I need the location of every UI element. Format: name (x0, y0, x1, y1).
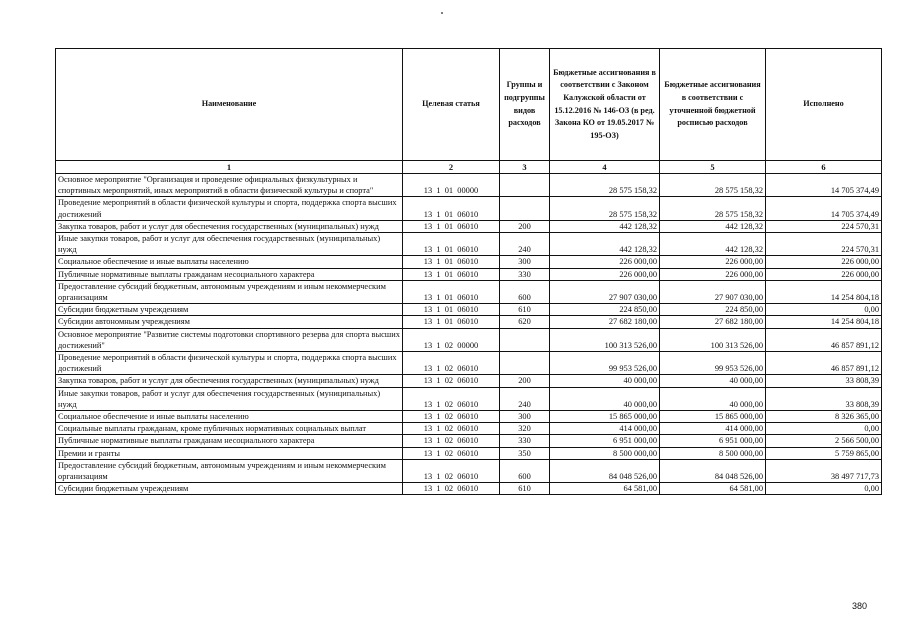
row-group (500, 352, 550, 375)
row-group: 200 (500, 220, 550, 232)
table-row (56, 304, 882, 316)
row-executed-amount: 0,00 (766, 423, 882, 435)
row-target-code: 13 1 01 06010 (403, 268, 500, 280)
row-law-amount: 442 128,32 (550, 220, 660, 232)
row-group (500, 328, 550, 351)
row-revised-amount: 414 000,00 (660, 423, 766, 435)
column-number: 1 (56, 161, 403, 174)
row-executed-amount: 46 857 891,12 (766, 352, 882, 375)
row-target-code: 13 1 01 06010 (403, 233, 500, 256)
table-row (56, 459, 882, 482)
row-name: Социальное обеспечение и иные выплаты населению (56, 256, 403, 268)
row-group: 600 (500, 280, 550, 303)
row-executed-amount: 224 570,31 (766, 220, 882, 232)
row-target-code: 13 1 02 06010 (403, 411, 500, 423)
row-name: Проведение мероприятий в области физической культуры и спорта, поддержка спорта высших достижений (56, 197, 403, 220)
row-executed-amount: 224 570,31 (766, 233, 882, 256)
table-row (56, 220, 882, 232)
row-revised-amount: 84 048 526,00 (660, 459, 766, 482)
row-group: 620 (500, 316, 550, 328)
row-executed-amount: 226 000,00 (766, 268, 882, 280)
row-revised-amount: 28 575 158,32 (660, 197, 766, 220)
row-revised-amount: 40 000,00 (660, 375, 766, 387)
row-law-amount: 100 313 526,00 (550, 328, 660, 351)
column-number: 3 (500, 161, 550, 174)
row-law-amount: 27 907 030,00 (550, 280, 660, 303)
budget-table (55, 48, 882, 495)
row-law-amount: 6 951 000,00 (550, 435, 660, 447)
row-name: Публичные нормативные выплаты гражданам несоциального характера (56, 435, 403, 447)
row-name: Субсидии бюджетным учреждениям (56, 483, 403, 495)
row-name: Премии и гранты (56, 447, 403, 459)
row-law-amount: 8 500 000,00 (550, 447, 660, 459)
table-row (56, 447, 882, 459)
row-law-amount: 414 000,00 (550, 423, 660, 435)
row-law-amount: 40 000,00 (550, 375, 660, 387)
row-law-amount: 442 128,32 (550, 233, 660, 256)
scan-speck (441, 12, 443, 14)
row-name: Субсидии автономным учреждениям (56, 316, 403, 328)
row-revised-amount: 226 000,00 (660, 256, 766, 268)
row-executed-amount: 2 566 500,00 (766, 435, 882, 447)
column-number: 2 (403, 161, 500, 174)
row-revised-amount: 64 581,00 (660, 483, 766, 495)
row-group (500, 174, 550, 197)
row-name: Социальное обеспечение и иные выплаты населению (56, 411, 403, 423)
row-group: 350 (500, 447, 550, 459)
row-revised-amount: 224 850,00 (660, 304, 766, 316)
row-group: 300 (500, 256, 550, 268)
row-revised-amount: 6 951 000,00 (660, 435, 766, 447)
row-group: 610 (500, 483, 550, 495)
row-name: Предоставление субсидий бюджетным, автономным учреждениям и иным некоммерческим организациям (56, 280, 403, 303)
row-executed-amount: 8 326 365,00 (766, 411, 882, 423)
row-executed-amount: 33 808,39 (766, 375, 882, 387)
row-law-amount: 28 575 158,32 (550, 197, 660, 220)
table-row (56, 375, 882, 387)
row-law-amount: 28 575 158,32 (550, 174, 660, 197)
row-target-code: 13 1 02 06010 (403, 483, 500, 495)
table-row (56, 423, 882, 435)
row-group: 320 (500, 423, 550, 435)
header-groups: Группы и подгруппы видов расходов (500, 49, 550, 161)
column-number: 4 (550, 161, 660, 174)
header-target: Целевая статья (403, 49, 500, 161)
row-name: Основное мероприятие "Развитие системы подготовки спортивного резерва для спорта высших достижений" (56, 328, 403, 351)
column-number: 5 (660, 161, 766, 174)
row-executed-amount: 0,00 (766, 304, 882, 316)
row-name: Предоставление субсидий бюджетным, автономным учреждениям и иным некоммерческим организациям (56, 459, 403, 482)
row-executed-amount: 14 705 374,49 (766, 174, 882, 197)
row-name: Социальные выплаты гражданам, кроме публичных нормативных социальных выплат (56, 423, 403, 435)
column-number-row (56, 161, 882, 174)
row-group: 610 (500, 304, 550, 316)
row-group: 240 (500, 233, 550, 256)
row-name: Иные закупки товаров, работ и услуг для обеспечения государственных (муниципальных) нужд (56, 387, 403, 410)
row-revised-amount: 40 000,00 (660, 387, 766, 410)
header-revised: Бюджетные ассигнования в соответствии с уточненной бюджетной росписью расходов (660, 49, 766, 161)
row-name: Закупка товаров, работ и услуг для обеспечения государственных (муниципальных) нужд (56, 220, 403, 232)
header-name: Наименование (56, 49, 403, 161)
row-group: 330 (500, 435, 550, 447)
table-row (56, 411, 882, 423)
table-row (56, 387, 882, 410)
row-target-code: 13 1 01 06010 (403, 304, 500, 316)
row-target-code: 13 1 01 06010 (403, 197, 500, 220)
table-body (56, 161, 882, 495)
row-name: Субсидии бюджетным учреждениям (56, 304, 403, 316)
table-row (56, 435, 882, 447)
row-group: 300 (500, 411, 550, 423)
row-revised-amount: 442 128,32 (660, 220, 766, 232)
row-name: Основное мероприятие "Организация и проведение официальных физкультурных и спортивных мероприятий, иных мероприятий в области физической культуры и спорта" (56, 174, 403, 197)
header-executed: Исполнено (766, 49, 882, 161)
table-row (56, 316, 882, 328)
table-row (56, 280, 882, 303)
table-row (56, 483, 882, 495)
row-group: 330 (500, 268, 550, 280)
row-revised-amount: 8 500 000,00 (660, 447, 766, 459)
row-revised-amount: 226 000,00 (660, 268, 766, 280)
row-target-code: 13 1 02 06010 (403, 423, 500, 435)
row-executed-amount: 14 254 804,18 (766, 280, 882, 303)
row-law-amount: 99 953 526,00 (550, 352, 660, 375)
table-row (56, 233, 882, 256)
row-revised-amount: 442 128,32 (660, 233, 766, 256)
row-target-code: 13 1 02 06010 (403, 387, 500, 410)
row-executed-amount: 46 857 891,12 (766, 328, 882, 351)
row-target-code: 13 1 01 06010 (403, 280, 500, 303)
row-revised-amount: 100 313 526,00 (660, 328, 766, 351)
row-name: Иные закупки товаров, работ и услуг для обеспечения государственных (муниципальных) нужд (56, 233, 403, 256)
row-executed-amount: 226 000,00 (766, 256, 882, 268)
row-revised-amount: 27 907 030,00 (660, 280, 766, 303)
column-number: 6 (766, 161, 882, 174)
row-target-code: 13 1 02 06010 (403, 352, 500, 375)
row-law-amount: 27 682 180,00 (550, 316, 660, 328)
header-row (56, 49, 882, 161)
row-executed-amount: 5 759 865,00 (766, 447, 882, 459)
row-executed-amount: 33 808,39 (766, 387, 882, 410)
row-law-amount: 40 000,00 (550, 387, 660, 410)
table-row (56, 268, 882, 280)
row-executed-amount: 38 497 717,73 (766, 459, 882, 482)
row-law-amount: 64 581,00 (550, 483, 660, 495)
row-target-code: 13 1 02 00000 (403, 328, 500, 351)
row-name: Публичные нормативные выплаты гражданам несоциального характера (56, 268, 403, 280)
row-revised-amount: 99 953 526,00 (660, 352, 766, 375)
row-law-amount: 226 000,00 (550, 268, 660, 280)
row-target-code: 13 1 02 06010 (403, 447, 500, 459)
row-executed-amount: 14 254 804,18 (766, 316, 882, 328)
row-target-code: 13 1 02 06010 (403, 375, 500, 387)
row-target-code: 13 1 01 06010 (403, 220, 500, 232)
row-group: 600 (500, 459, 550, 482)
row-target-code: 13 1 01 00000 (403, 174, 500, 197)
row-target-code: 13 1 02 06010 (403, 435, 500, 447)
row-revised-amount: 28 575 158,32 (660, 174, 766, 197)
row-target-code: 13 1 01 06010 (403, 316, 500, 328)
page-number: 380 (852, 601, 868, 611)
row-group: 240 (500, 387, 550, 410)
row-group (500, 197, 550, 220)
row-revised-amount: 15 865 000,00 (660, 411, 766, 423)
row-executed-amount: 14 705 374,49 (766, 197, 882, 220)
row-name: Закупка товаров, работ и услуг для обеспечения государственных (муниципальных) нужд (56, 375, 403, 387)
row-law-amount: 15 865 000,00 (550, 411, 660, 423)
row-law-amount: 84 048 526,00 (550, 459, 660, 482)
row-target-code: 13 1 02 06010 (403, 459, 500, 482)
row-law-amount: 224 850,00 (550, 304, 660, 316)
row-target-code: 13 1 01 06010 (403, 256, 500, 268)
row-group: 200 (500, 375, 550, 387)
table-row (56, 328, 882, 351)
row-executed-amount: 0,00 (766, 483, 882, 495)
table-row (56, 256, 882, 268)
table-row (56, 174, 882, 197)
table-row (56, 352, 882, 375)
row-name: Проведение мероприятий в области физической культуры и спорта, поддержка спорта высших достижений (56, 352, 403, 375)
table-row (56, 197, 882, 220)
row-law-amount: 226 000,00 (550, 256, 660, 268)
header-law: Бюджетные ассигнования в соответствии с Законом Калужской области от 15.12.2016 № 146-ОЗ (в ред. Закона КО от 19.05.2017 № 195-ОЗ) (550, 49, 660, 161)
row-revised-amount: 27 682 180,00 (660, 316, 766, 328)
